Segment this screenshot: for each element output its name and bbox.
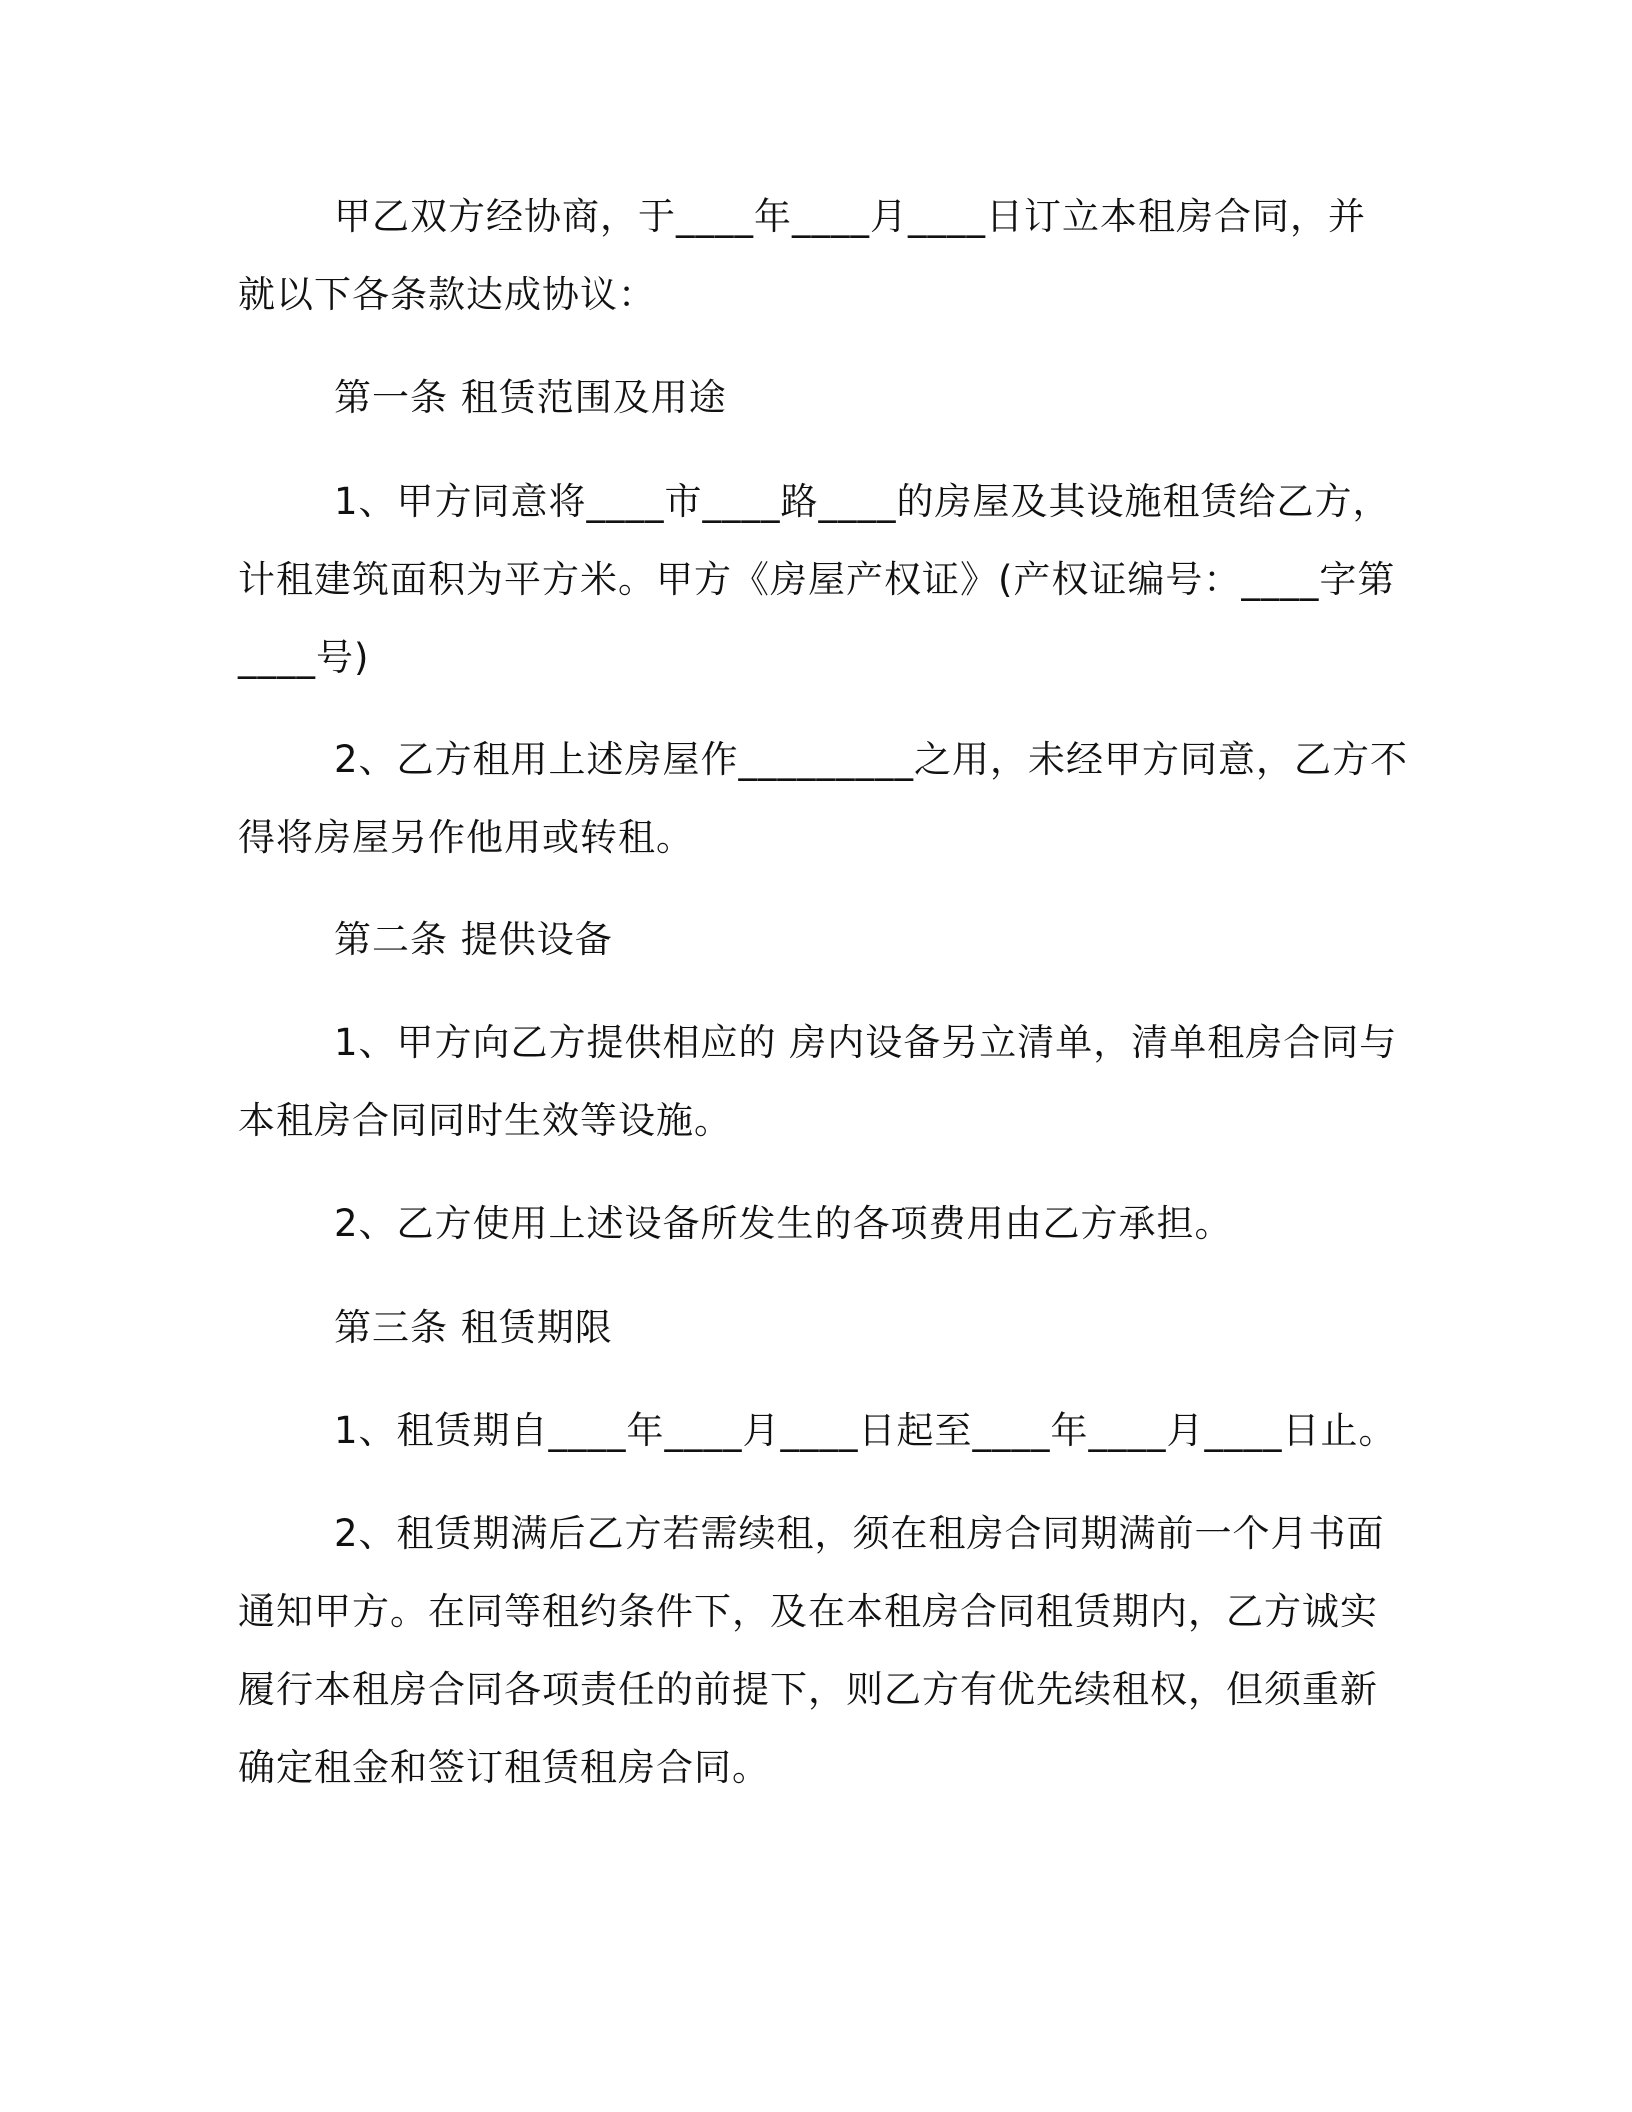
paragraph-line: 确定租金和签订租赁租房合同。 xyxy=(238,1746,770,1789)
paragraph-line: 甲乙双方经协商，于____年____月____日订立本租房合同，并 xyxy=(334,195,1366,238)
paragraph-line: 通知甲方。在同等租约条件下，及在本租房合同租赁期内，乙方诚实 xyxy=(238,1590,1378,1633)
paragraph-line: 1、租赁期自____年____月____日起至____年____月____日止。 xyxy=(334,1409,1397,1452)
section-heading: 第三条 租赁期限 xyxy=(334,1306,613,1349)
section-heading: 第二条 提供设备 xyxy=(334,918,613,961)
paragraph-line: 就以下各条款达成协议： xyxy=(238,273,656,316)
paragraph-line: 得将房屋另作他用或转租。 xyxy=(238,816,694,859)
paragraph-line: 2、乙方使用上述设备所发生的各项费用由乙方承担。 xyxy=(334,1202,1233,1245)
paragraph-line: 1、甲方向乙方提供相应的 房内设备另立清单，清单租房合同与 xyxy=(334,1021,1398,1064)
paragraph-line: 计租建筑面积为平方米。甲方《房屋产权证》(产权证编号：____字第 xyxy=(238,558,1396,601)
paragraph-line: 本租房合同同时生效等设施。 xyxy=(238,1099,732,1142)
paragraph-line: 1、甲方同意将____市____路____的房屋及其设施租赁给乙方， xyxy=(334,480,1391,523)
paragraph-line: 2、租赁期满后乙方若需续租，须在租房合同期满前一个月书面 xyxy=(334,1512,1385,1555)
section-heading: 第一条 租赁范围及用途 xyxy=(334,376,727,419)
paragraph-line: ____号) xyxy=(238,636,370,679)
paragraph-line: 履行本租房合同各项责任的前提下，则乙方有优先续租权，但须重新 xyxy=(238,1668,1378,1711)
paragraph-line: 2、乙方租用上述房屋作_________之用，未经甲方同意，乙方不 xyxy=(334,738,1409,781)
